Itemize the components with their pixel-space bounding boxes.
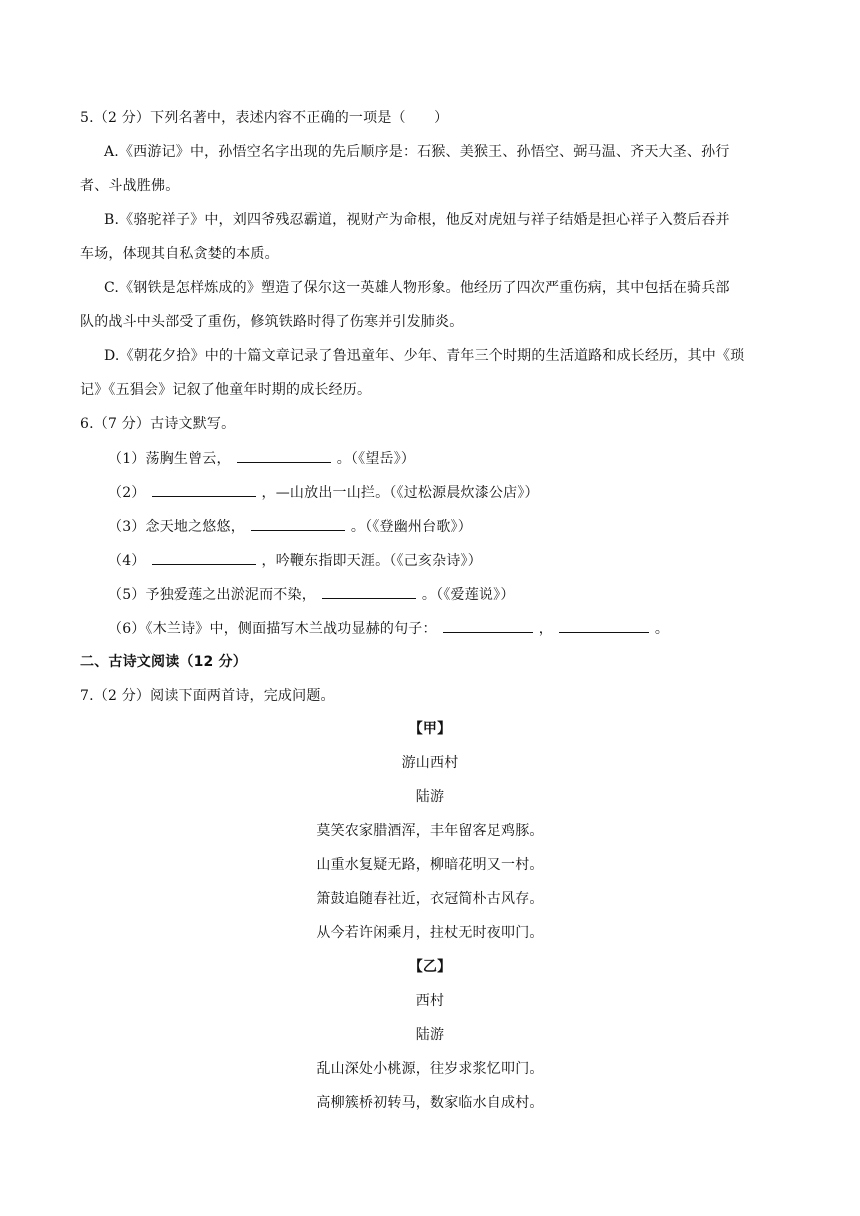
poem-2-author: 陆游 [415,1027,445,1043]
answer-blank-1 [237,448,331,463]
question-5-stem: 5.（2 分）下列名著中，表述内容不正确的一项是（ ） [80,110,449,126]
fill-item-5-prefix: （5）予独爱莲之出淤泥而不染， [108,587,316,603]
fill-item-1-suffix: 。（《望岳》） [336,451,416,467]
fill-item-6 [108,618,669,639]
poem-1-marker: 【甲】 [408,721,452,737]
option-c-line-2: 队的战斗中头部受了重伤，修筑铁路时得了伤寒并引发肺炎。 [80,314,464,330]
fill-item-1-prefix: （1）荡胸生曾云， [108,451,231,467]
fill-item-4-prefix: （4） [108,553,146,569]
option-a-line-2: 者、斗战胜佛。 [80,178,180,194]
fill-item-2-suffix: ，—山放出一山拦。（《过松源晨炊漆公店》） [261,485,539,501]
fill-item-2 [108,482,539,503]
question-7-stem: 7.（2 分）阅读下面两首诗，完成问题。 [80,688,335,704]
fill-item-3 [108,516,472,537]
fill-item-5 [108,584,515,605]
poem-2-line-2: 高柳簇桥初转马，数家临水自成村。 [316,1095,544,1111]
fill-item-6-prefix: （6）《木兰诗》中，侧面描写木兰战功显赫的句子： [108,621,437,637]
poem-1-author: 陆游 [415,789,445,805]
poem-2-marker: 【乙】 [408,959,452,975]
fill-item-2-prefix: （2） [108,485,146,501]
poem-1-title: 游山西村 [401,755,459,771]
fill-item-6-suffix: 。 [654,621,670,637]
fill-item-4 [108,550,482,571]
poem-1-line-4: 从今若许闲乘月，拄杖无时夜叩门。 [316,925,544,941]
poem-1-line-2: 山重水复疑无路，柳暗花明又一村。 [316,857,544,873]
option-d-line-2: 记》《五猖会》记叙了他童年时期的成长经历。 [80,382,372,398]
poem-1-line-3: 箫鼓追随春社近，衣冠简朴古风存。 [316,891,544,907]
answer-blank-3 [251,516,345,531]
question-6-stem: 6.（7 分）古诗文默写。 [80,416,236,432]
option-c-line-1: C.《钢铁是怎样炼成的》塑造了保尔这一英雄人物形象。他经历了四次严重伤病，其中包括在骑兵部 [104,280,730,296]
poem-2-title: 西村 [415,993,445,1009]
option-a-line-1: A.《西游记》中，孙悟空名字出现的先后顺序是：石猴、美猴王、孙悟空、弼马温、齐天大圣、孙行 [104,144,730,160]
fill-item-4-suffix: ，吟鞭东指即天涯。（《己亥杂诗》） [261,553,482,569]
fill-item-1 [108,448,415,469]
option-d-line-1: D.《朝花夕拾》中的十篇文章记录了鲁迅童年、少年、青年三个时期的生活道路和成长经历，其中《琐 [104,348,745,364]
option-b-line-2: 车场，体现其自私贪婪的本质。 [80,246,279,262]
poem-2-line-1: 乱山深处小桃源，往岁求浆忆叩门。 [316,1061,544,1077]
answer-blank-4 [152,550,256,565]
answer-blank-5 [322,584,416,599]
fill-item-3-suffix: 。（《登幽州台歌》） [350,519,472,535]
section-heading: 二、古诗文阅读（12 分） [80,654,247,670]
poem-1-line-1: 莫笑农家腊酒浑，丰年留客足鸡豚。 [316,823,544,839]
fill-item-6-separator: ， [538,621,553,637]
answer-blank-6b [559,618,649,633]
option-b-line-1: B.《骆驼祥子》中，刘四爷残忍霸道，视财产为命根，他反对虎妞与祥子结婚是担心祥子入赘后吞并 [104,212,730,228]
fill-item-3-prefix: （3）念天地之悠悠， [108,519,245,535]
fill-item-5-suffix: 。（《爱莲说》） [421,587,515,603]
answer-blank-2 [152,482,256,497]
answer-blank-6a [443,618,533,633]
